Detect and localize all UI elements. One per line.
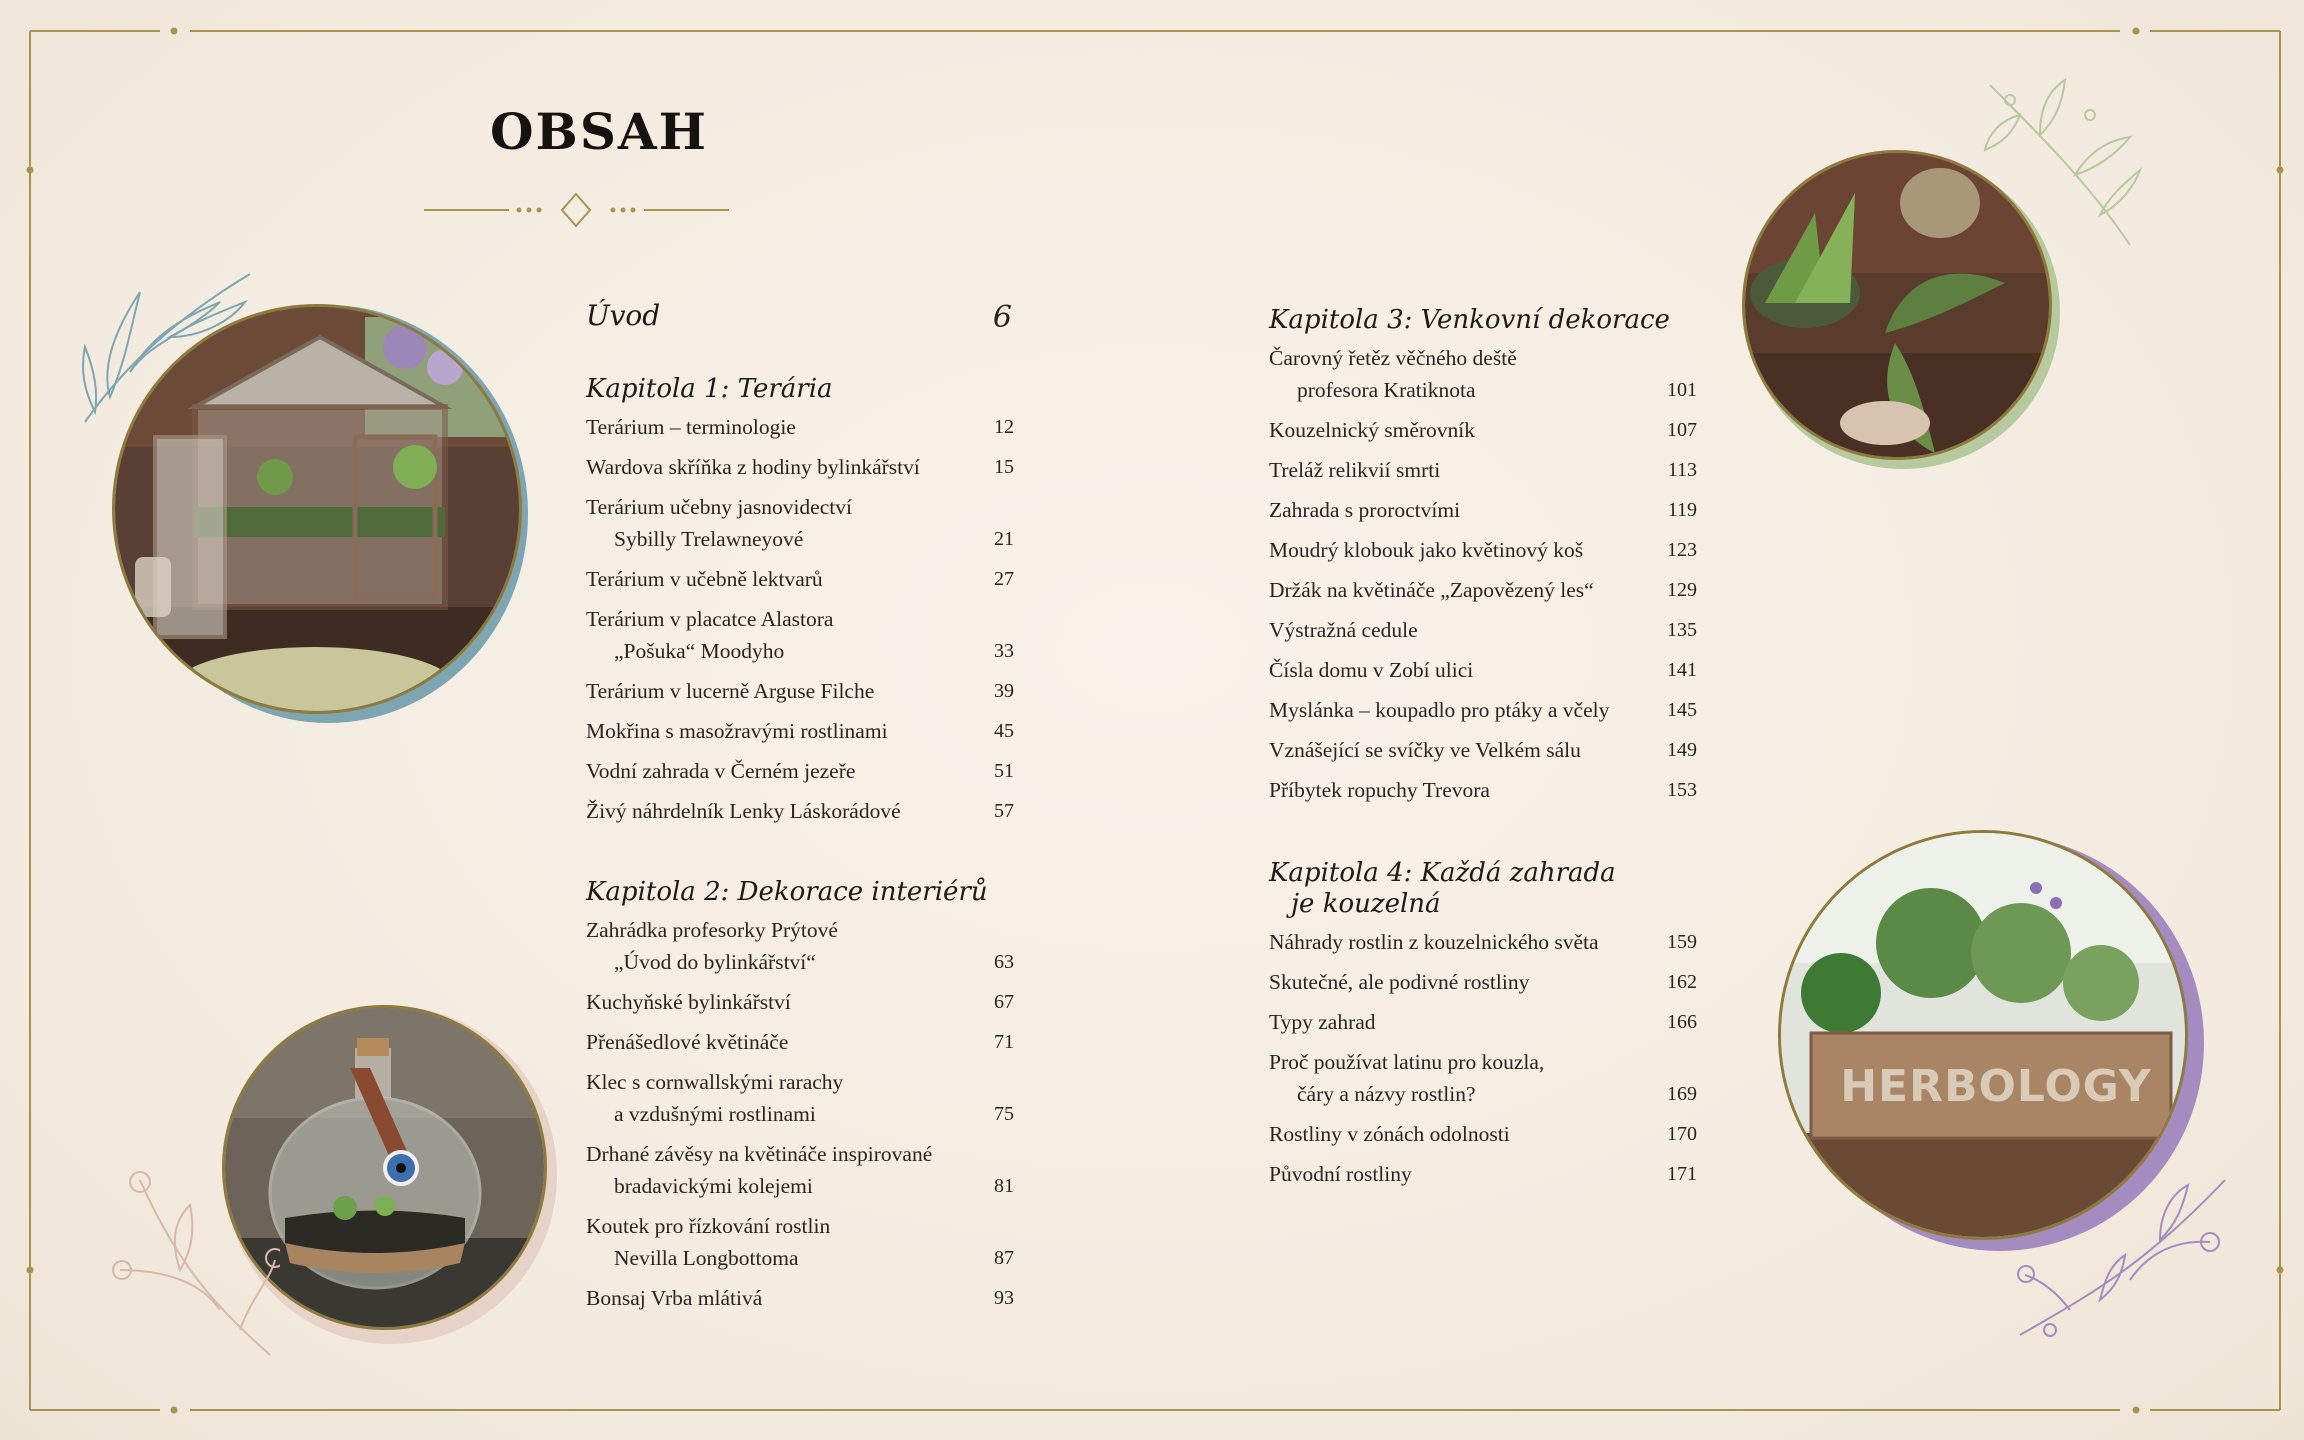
toc-entry-page: 149 (1667, 739, 1697, 761)
intro-label: Úvod (586, 299, 661, 332)
toc-entry[interactable] (586, 1026, 1014, 1058)
toc-entry-page: 81 (994, 1175, 1014, 1197)
toc-entry[interactable] (1269, 414, 1697, 446)
toc-entry[interactable] (1269, 1006, 1697, 1038)
toc-entry[interactable] (586, 715, 1014, 747)
toc-entry-title: Terárium v placatce Alastora „Pošuka“ Moodyho (586, 607, 834, 663)
toc-entry[interactable] (1269, 654, 1697, 686)
toc-entry[interactable] (586, 1282, 1014, 1314)
toc-entry[interactable] (586, 675, 1014, 707)
toc-entry-title: Zahrádka profesorky Prýtové „Úvod do bylinkářství“ (586, 918, 838, 974)
fern-photo (1742, 150, 2052, 460)
toc-entry[interactable] (586, 491, 1014, 555)
toc-chapter (586, 374, 1014, 827)
toc-entry-page: 153 (1667, 779, 1697, 801)
chapter-heading[interactable]: Kapitola 2: Dekorace interiérů (586, 877, 988, 907)
toc-entry[interactable] (1269, 1046, 1697, 1110)
toc-entry-page: 145 (1667, 699, 1697, 721)
toc-entry-title: Myslánka – koupadlo pro ptáky a včely (1269, 698, 1610, 722)
toc-entry-page: 33 (994, 640, 1014, 662)
toc-entry[interactable] (1269, 926, 1697, 958)
chapter-heading[interactable]: Kapitola 4: Každá zahrada je kouzelná (1269, 858, 1616, 919)
toc-entry-page: 141 (1667, 659, 1697, 681)
flower-sprig-icon (100, 1160, 280, 1360)
toc-entry-page: 171 (1667, 1163, 1697, 1185)
toc-entry-title: Příbytek ropuchy Trevora (1269, 778, 1490, 802)
toc-entry-page: 51 (994, 760, 1014, 782)
toc-entry-page: 75 (994, 1103, 1014, 1125)
toc-entry[interactable] (586, 411, 1014, 443)
toc-entry-title: Přenášedlové květináče (586, 1030, 789, 1054)
toc-entry-title: Typy zahrad (1269, 1010, 1376, 1034)
herbology-sign-text: HERBOLOGY (1840, 1061, 2152, 1112)
toc-entry-title: Terárium – terminologie (586, 415, 796, 439)
toc-entry-page: 39 (994, 680, 1014, 702)
toc-entry-title: Zahrada s proroctvími (1269, 498, 1461, 522)
toc-entry-title: Čísla domu v Zobí ulici (1269, 658, 1474, 682)
toc-entry[interactable] (1269, 494, 1697, 526)
toc-entry-page: 87 (994, 1247, 1014, 1269)
toc-entry-title: Výstražná cedule (1269, 618, 1418, 642)
toc-chapter (1269, 858, 1697, 1190)
toc-entry-page: 123 (1667, 539, 1697, 561)
toc-entry[interactable] (1269, 694, 1697, 726)
toc-entry-title: Kouzelnický směrovník (1269, 418, 1475, 442)
toc-right-column (1269, 305, 1697, 1198)
toc-entry-page: 135 (1667, 619, 1697, 641)
toc-entry-page: 113 (1667, 459, 1697, 481)
flower-sprig-icon (2010, 1170, 2240, 1340)
toc-entry-title: Wardova skříňka z hodiny bylinkářství (586, 455, 920, 479)
toc-entry-title: Proč používat latinu pro kouzla, čáry a názvy rostlin? (1269, 1050, 1545, 1106)
toc-intro[interactable] (586, 300, 1014, 344)
toc-entry-title: Treláž relikvií smrti (1269, 458, 1441, 482)
diamond-ornament-icon (424, 188, 729, 232)
toc-entry-title: Rostliny v zónách odolnosti (1269, 1122, 1510, 1146)
toc-entry[interactable] (1269, 734, 1697, 766)
toc-entry-page: 21 (994, 528, 1014, 550)
toc-entry-page: 93 (994, 1287, 1014, 1309)
toc-entry[interactable] (586, 914, 1014, 978)
toc-entry-page: 45 (994, 720, 1014, 742)
toc-entry-title: Kuchyňské bylinkářství (586, 990, 791, 1014)
toc-entry-page: 162 (1667, 971, 1697, 993)
toc-entry[interactable] (1269, 614, 1697, 646)
toc-left-column (586, 300, 1014, 1322)
toc-entry-page: 107 (1667, 419, 1697, 441)
toc-chapter (586, 877, 1014, 1314)
toc-entry-page: 71 (994, 1031, 1014, 1053)
intro-page: 6 (992, 300, 1012, 335)
toc-entry-page: 170 (1667, 1123, 1697, 1145)
toc-entry[interactable] (586, 1210, 1014, 1274)
toc-entry-title: Bonsaj Vrba mlátivá (586, 1286, 763, 1310)
toc-entry-title: Terárium v učebně lektvarů (586, 567, 823, 591)
toc-entry-page: 101 (1667, 379, 1697, 401)
toc-entry[interactable] (1269, 1118, 1697, 1150)
toc-entry-page: 169 (1667, 1083, 1697, 1105)
toc-entry-page: 12 (994, 416, 1014, 438)
toc-entry[interactable] (1269, 454, 1697, 486)
toc-entry-title: Terárium v lucerně Arguse Filche (586, 679, 875, 703)
toc-entry[interactable] (586, 563, 1014, 595)
toc-entry-title: Náhrady rostlin z kouzelnického světa (1269, 930, 1599, 954)
toc-entry-page: 119 (1667, 499, 1697, 521)
toc-entry[interactable] (586, 1138, 1014, 1202)
toc-entry-page: 159 (1667, 931, 1697, 953)
toc-entry-title: Živý náhrdelník Lenky Láskorádové (586, 799, 901, 823)
toc-entry[interactable] (1269, 966, 1697, 998)
toc-entry[interactable] (1269, 534, 1697, 566)
toc-entry-page: 129 (1667, 579, 1697, 601)
toc-entry[interactable] (586, 451, 1014, 483)
chapter-heading[interactable]: Kapitola 1: Terária (586, 374, 833, 404)
toc-entry-page: 166 (1667, 1011, 1697, 1033)
toc-entry-title: Vznášející se svíčky ve Velkém sálu (1269, 738, 1581, 762)
toc-entry[interactable] (586, 755, 1014, 787)
toc-entry[interactable] (1269, 574, 1697, 606)
toc-entry-title: Mokřina s masožravými rostlinami (586, 719, 888, 743)
toc-entry-title: Moudrý klobouk jako květinový koš (1269, 538, 1584, 562)
toc-entry-page: 67 (994, 991, 1014, 1013)
chapter-heading[interactable]: Kapitola 3: Venkovní dekorace (1269, 305, 1670, 335)
toc-entry-title: Skutečné, ale podivné rostliny (1269, 970, 1530, 994)
toc-entry[interactable] (1269, 1158, 1697, 1190)
toc-entry-page: 63 (994, 951, 1014, 973)
toc-entry[interactable] (586, 986, 1014, 1018)
toc-entry-title: Čarovný řetěz věčného deště profesora Kratiknota (1269, 346, 1517, 402)
toc-entry-page: 27 (994, 568, 1014, 590)
toc-entry-page: 15 (994, 456, 1014, 478)
toc-entry[interactable] (586, 1066, 1014, 1130)
toc-entry-title: Terárium učebny jasnovidectví Sybilly Trelawneyové (586, 495, 852, 551)
toc-entry[interactable] (1269, 774, 1697, 806)
toc-entry[interactable] (1269, 342, 1697, 406)
toc-chapter (1269, 305, 1697, 806)
toc-entry-title: Klec s cornwallskými rarachy a vzdušnými rostlinami (586, 1070, 844, 1126)
toc-entry-page: 57 (994, 800, 1014, 822)
toc-entry-title: Držák na květináče „Zapovězený les“ (1269, 578, 1594, 602)
toc-entry-title: Koutek pro řízkování rostlin Nevilla Longbottoma (586, 1214, 831, 1270)
toc-entry-title: Vodní zahrada v Černém jezeře (586, 759, 856, 783)
terrarium-photo (112, 304, 522, 714)
toc-entry-title: Drhané závěsy na květináče inspirované bradavickými kolejemi (586, 1142, 933, 1198)
toc-entry-title: Původní rostliny (1269, 1162, 1412, 1186)
page-title: OBSAH (490, 102, 708, 161)
toc-entry[interactable] (586, 795, 1014, 827)
toc-entry[interactable] (586, 603, 1014, 667)
